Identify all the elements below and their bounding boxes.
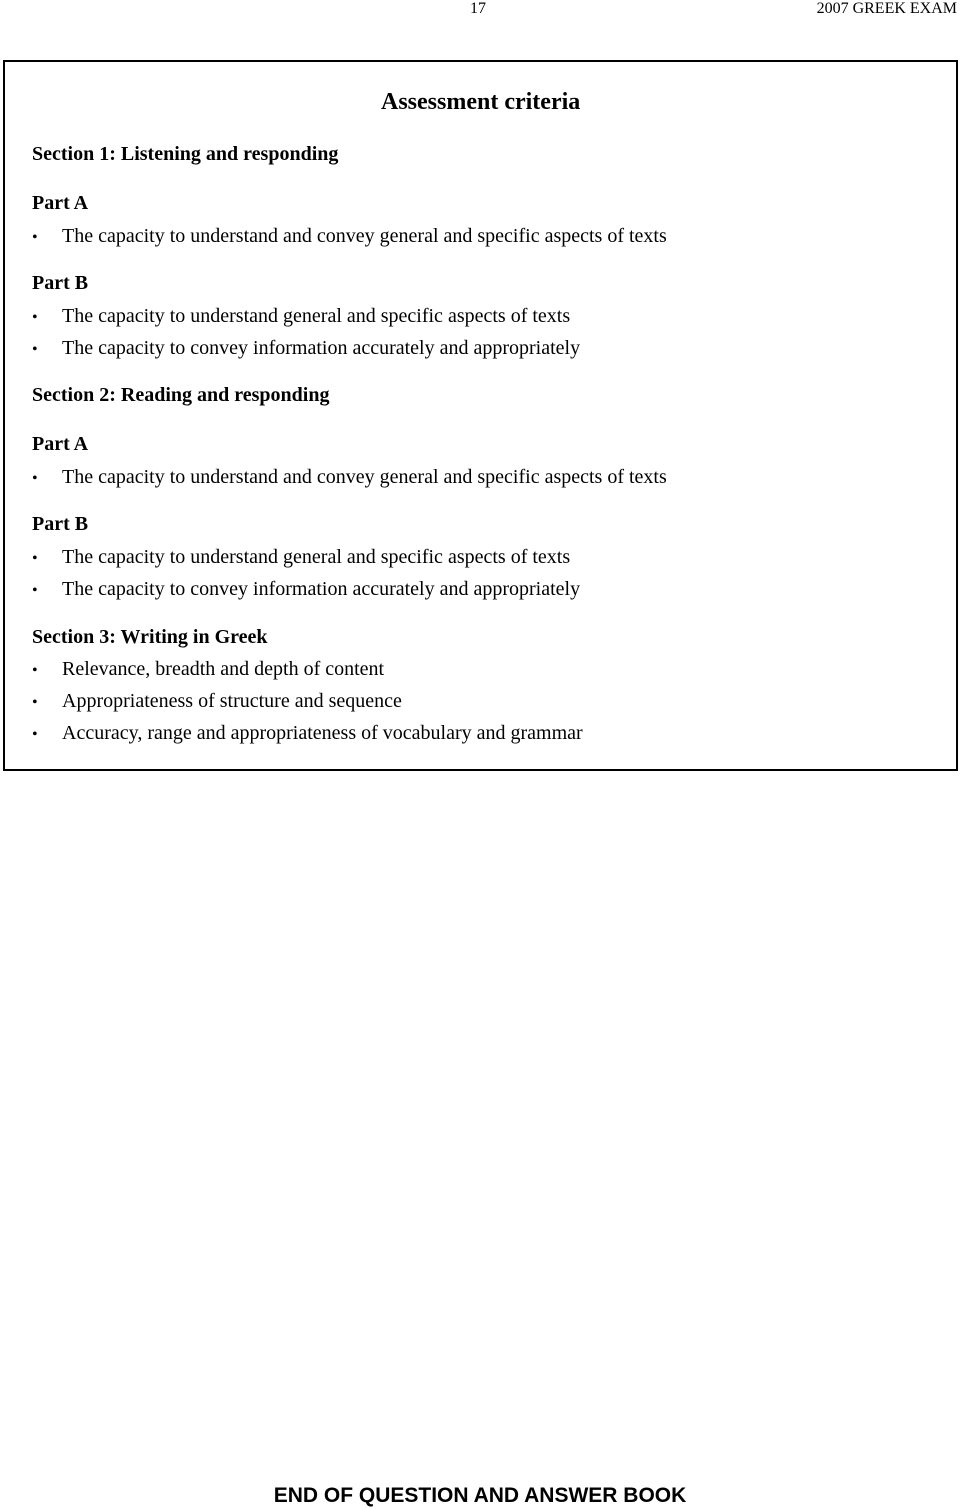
section-2-part-a-heading: Part A	[32, 433, 89, 455]
list-item-text: Accuracy, range and appropriateness of vocabulary and grammar	[62, 722, 583, 744]
list-item	[32, 721, 583, 747]
list-item-text: Appropriateness of structure and sequence	[62, 690, 402, 712]
list-item	[32, 545, 570, 571]
list-item	[32, 465, 667, 491]
end-of-book-notice: END OF QUESTION AND ANSWER BOOK	[273, 1484, 687, 1507]
list-item	[32, 336, 580, 362]
section-1-part-b-heading: Part B	[32, 272, 89, 294]
bullet-icon: •	[32, 470, 38, 487]
list-item-text: The capacity to understand and convey general and specific aspects of texts	[62, 466, 667, 488]
bullet-icon: •	[32, 229, 38, 246]
list-item	[32, 304, 570, 330]
list-item-text: The capacity to understand general and specific aspects of texts	[62, 546, 571, 568]
list-item-text: The capacity to convey information accurately and appropriately	[62, 337, 581, 359]
section-1-heading: Section 1: Listening and responding	[32, 143, 339, 165]
exam-title: 2007 GREEK EXAM	[816, 0, 957, 17]
list-item-text: The capacity to understand general and specific aspects of texts	[62, 305, 571, 327]
list-item-text: The capacity to convey information accurately and appropriately	[62, 578, 581, 600]
list-item-text: Relevance, breadth and depth of content	[62, 658, 385, 680]
list-item	[32, 657, 384, 683]
bullet-icon: •	[32, 550, 38, 567]
bullet-icon: •	[32, 694, 38, 711]
section-2-part-b-heading: Part B	[32, 513, 89, 535]
bullet-icon: •	[32, 726, 38, 743]
section-1-part-a-heading: Part A	[32, 192, 89, 214]
list-item	[32, 577, 580, 603]
list-item-text: The capacity to understand and convey general and specific aspects of texts	[62, 225, 667, 247]
page-number: 17	[470, 0, 486, 17]
bullet-icon: •	[32, 582, 38, 599]
assessment-criteria-box	[3, 60, 958, 771]
bullet-icon: •	[32, 309, 38, 326]
criteria-title: Assessment criteria	[381, 89, 581, 115]
section-2-heading: Section 2: Reading and responding	[32, 384, 330, 406]
bullet-icon: •	[32, 662, 38, 679]
list-item	[32, 224, 667, 250]
bullet-icon: •	[32, 341, 38, 358]
section-3-heading: Section 3: Writing in Greek	[32, 626, 268, 648]
list-item	[32, 689, 402, 715]
